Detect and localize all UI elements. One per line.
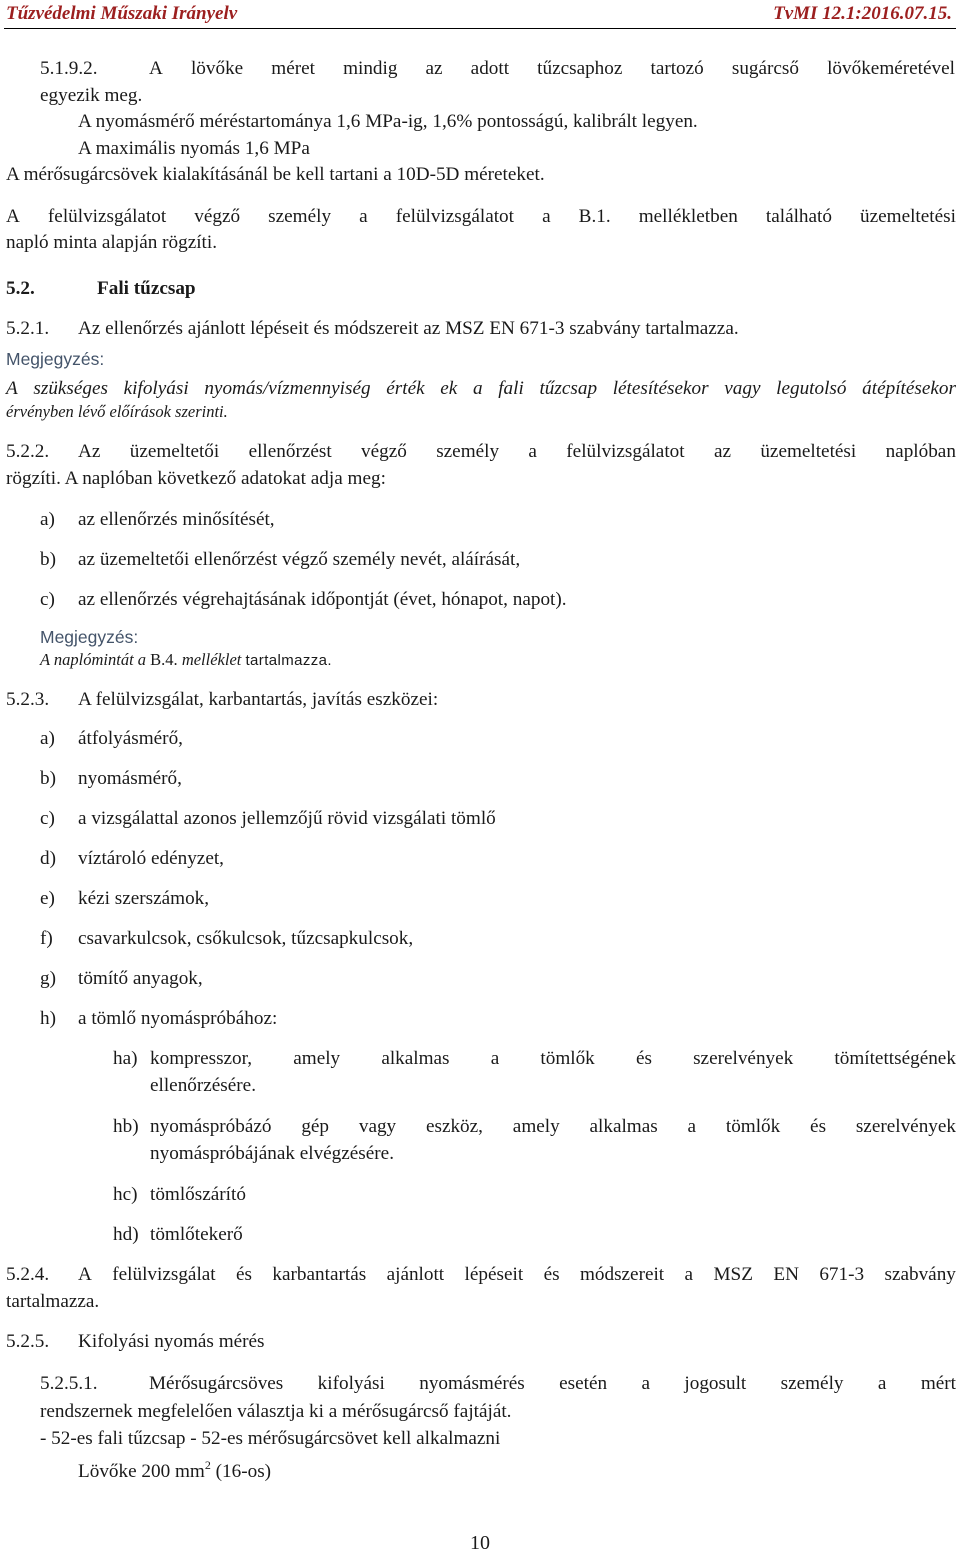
- list-item: átfolyásmérő,: [78, 728, 183, 749]
- header-standard-id: TvMI 12.1:2016.07.15.: [773, 3, 952, 24]
- word: kifolyási: [317, 1373, 385, 1394]
- word: esetén: [559, 1373, 608, 1394]
- paragraph-line: rögzíti. A naplóban következő adatokat adja meg:: [6, 468, 386, 489]
- word: üzemeltetési: [860, 206, 956, 227]
- word: tömlők: [725, 1116, 781, 1137]
- list-item: az ellenőrzés minősítését,: [78, 509, 275, 530]
- word: mindig: [343, 58, 398, 79]
- word: személy: [780, 1373, 844, 1394]
- word: átépítésekor: [862, 378, 956, 399]
- paragraph-line: A mérősugárcsövek kialakításánál be kell tartani a 10D-5D méreteket.: [6, 164, 545, 185]
- section-number: 5.2.3.: [6, 689, 50, 710]
- justified-line: [149, 1372, 956, 1395]
- list-item: az üzemeltetői ellenőrzést végző személy nevét, aláírását,: [78, 549, 521, 570]
- word: érték: [386, 378, 425, 399]
- word: nyomáspróbázó: [150, 1116, 272, 1137]
- word: Mérősugárcsöves: [149, 1373, 284, 1394]
- note-label: Megjegyzés:: [6, 349, 105, 369]
- section-number: 5.2.2.: [6, 441, 50, 462]
- word: létesítésekor: [612, 378, 709, 399]
- word: az: [713, 441, 731, 462]
- section-title: A felülvizsgálat, karbantartás, javítás eszközei:: [78, 689, 439, 710]
- word: A: [6, 378, 18, 399]
- sublist-item: tömlőtekerő: [150, 1224, 243, 1245]
- list-item: víztároló edényzet,: [78, 848, 224, 869]
- word: sugárcső: [731, 58, 799, 79]
- section-number: 5.2.: [6, 278, 35, 299]
- paragraph-line: rendszernek megfelelően választja ki a mérősugárcső fajtáját.: [40, 1401, 512, 1422]
- word: üzemeltetési: [760, 441, 857, 462]
- word: a: [490, 1048, 500, 1069]
- list-item: a tömlő nyomáspróbához:: [78, 1008, 278, 1029]
- word: lövőke: [190, 58, 244, 79]
- sublist-label: hc): [113, 1184, 138, 1205]
- word: felülvizsgálat: [112, 1264, 216, 1285]
- note-label: Megjegyzés:: [40, 627, 139, 647]
- word: A: [78, 1264, 92, 1285]
- word: kompresszor,: [150, 1048, 253, 1069]
- word: alkalmas: [589, 1116, 658, 1137]
- list-item: az ellenőrzés végrehajtásának időpontját (évet, hónapot, napot).: [78, 589, 567, 610]
- word: kifolyási: [123, 378, 189, 399]
- section-number: 5.2.5.: [6, 1331, 50, 1352]
- word: méret: [271, 58, 315, 79]
- word: a: [641, 1373, 650, 1394]
- word: tömlők: [540, 1048, 595, 1069]
- section-number: 5.2.1.: [6, 318, 50, 339]
- word: szerelvények: [693, 1048, 794, 1069]
- justified-line: [150, 1115, 956, 1138]
- word: A: [6, 206, 20, 227]
- word: végző: [361, 441, 407, 462]
- header-title: Tűzvédelmi Műszaki Irányelv: [6, 3, 238, 24]
- word: 671-3: [819, 1264, 865, 1285]
- word: adott: [470, 58, 510, 79]
- paragraph-line: tartalmazza.: [6, 1291, 100, 1312]
- word: Az: [78, 441, 101, 462]
- sublist-label: ha): [113, 1048, 138, 1069]
- paragraph-line: Az ellenőrzés ajánlott lépéseit és módszereit az MSZ EN 671-3 szabvány tartalmazza.: [78, 318, 739, 339]
- paragraph-line: A nyomásmérő méréstartománya 1,6 MPa-ig, 1,6% pontosságú, kalibrált legyen.: [78, 111, 698, 132]
- word: legutolsó: [776, 378, 847, 399]
- word: a: [877, 1373, 887, 1394]
- word: üzemeltetői: [129, 441, 220, 462]
- word: személy: [436, 441, 500, 462]
- justified-line: [78, 440, 956, 463]
- word: és: [635, 1048, 652, 1069]
- list-label: f): [40, 928, 53, 949]
- list-label: h): [40, 1008, 56, 1029]
- word: B.1.: [578, 206, 611, 227]
- list-label: c): [40, 808, 55, 829]
- word: felülvizsgálatot: [47, 206, 167, 227]
- word: EN: [773, 1264, 799, 1285]
- word: és: [543, 1264, 560, 1285]
- word: ajánlott: [386, 1264, 445, 1285]
- sublist-label: hd): [113, 1224, 139, 1245]
- word: nyomás/vízmennyiség: [204, 378, 371, 399]
- word: felülvizsgálatot: [566, 441, 685, 462]
- list-label: c): [40, 589, 55, 610]
- word: A: [149, 58, 163, 79]
- list-label: b): [40, 768, 56, 789]
- word: az: [425, 58, 443, 79]
- word: a: [528, 441, 537, 462]
- word: jogosult: [684, 1373, 747, 1394]
- section-number: 5.2.4.: [6, 1264, 50, 1285]
- word: vagy: [358, 1116, 397, 1137]
- word: ellenőrzést: [248, 441, 332, 462]
- list-item: a vizsgálattal azonos jellemzőjű rövid vizsgálati tömlő: [78, 808, 496, 829]
- list-item: nyomásmérő,: [78, 768, 182, 789]
- word: és: [236, 1264, 253, 1285]
- justified-line: [150, 1047, 956, 1070]
- section-number: 5.2.5.1.: [40, 1373, 98, 1394]
- list-label: b): [40, 549, 56, 570]
- word: szabvány: [884, 1264, 956, 1285]
- word: a: [472, 378, 483, 399]
- word: nyomásmérés: [419, 1373, 525, 1394]
- word: és: [810, 1116, 827, 1137]
- sublist-label: hb): [113, 1116, 139, 1137]
- word: karbantartás: [272, 1264, 367, 1285]
- word: található: [765, 206, 832, 227]
- page-header: [4, 0, 956, 29]
- list-item: kézi szerszámok,: [78, 888, 210, 909]
- word: amely: [512, 1116, 560, 1137]
- word: eszköz,: [425, 1116, 483, 1137]
- sublist-item: tömlőszárító: [150, 1184, 246, 1205]
- word: szükséges: [33, 378, 108, 399]
- word: lövőkeméretével: [827, 58, 955, 79]
- list-item: csavarkulcsok, csőkulcsok, tűzcsapkulcsok,: [78, 928, 414, 949]
- word: fali: [498, 378, 524, 399]
- word: MSZ: [713, 1264, 753, 1285]
- section-title: Kifolyási nyomás mérés: [78, 1331, 265, 1352]
- word: amely: [293, 1048, 341, 1069]
- note-text: érvényben lévő előírások szerinti.: [6, 402, 228, 421]
- word: a: [542, 206, 551, 227]
- paragraph-line: Lövőke 200 $mm^2$ (16-os): [78, 1458, 272, 1482]
- word: mért: [920, 1373, 956, 1394]
- word: tűzcsap: [539, 378, 598, 399]
- word: a: [684, 1264, 694, 1285]
- word: tartozó: [650, 58, 704, 79]
- word: felülvizsgálatot: [395, 206, 514, 227]
- word: gép: [301, 1116, 330, 1137]
- note-text: A naplómintát a B.4. melléklet tartalmazza.: [40, 650, 332, 669]
- justified-line: [149, 57, 955, 80]
- word: ek: [440, 378, 458, 399]
- justified-line: [78, 1263, 956, 1286]
- justified-line: [6, 205, 956, 228]
- word: lépéseit: [464, 1264, 524, 1285]
- list-label: g): [40, 968, 56, 989]
- word: naplóban: [885, 441, 956, 462]
- word: tömítettségének: [834, 1048, 956, 1069]
- list-label: e): [40, 888, 55, 909]
- list-label: a): [40, 728, 55, 749]
- paragraph-line: egyezik meg.: [40, 85, 143, 106]
- justified-line: [6, 377, 956, 400]
- word: vagy: [724, 378, 761, 399]
- list-label: a): [40, 509, 55, 530]
- sublist-item: nyomáspróbájának elvégzésére.: [150, 1143, 394, 1164]
- word: a: [687, 1116, 697, 1137]
- word: személy: [268, 206, 332, 227]
- paragraph-line: A maximális nyomás 1,6 MPa: [78, 138, 310, 159]
- page-number: 10: [470, 1532, 490, 1554]
- word: szerelvények: [855, 1116, 956, 1137]
- paragraph-line: napló minta alapján rögzíti.: [6, 232, 217, 253]
- list-item: tömítő anyagok,: [78, 968, 203, 989]
- section-number: 5.1.9.2.: [40, 58, 98, 79]
- word: alkalmas: [381, 1048, 450, 1069]
- section-title: Fali tűzcsap: [97, 278, 196, 299]
- word: mellékletben: [638, 206, 738, 227]
- word: tűzcsaphoz: [537, 58, 623, 79]
- word: végző: [194, 206, 241, 227]
- word: a: [359, 206, 368, 227]
- sublist-item: ellenőrzésére.: [150, 1075, 256, 1096]
- list-label: d): [40, 848, 56, 869]
- paragraph-line: - 52-es fali tűzcsap - 52-es mérősugárcsövet kell alkalmazni: [40, 1428, 501, 1449]
- word: módszereit: [579, 1264, 665, 1285]
